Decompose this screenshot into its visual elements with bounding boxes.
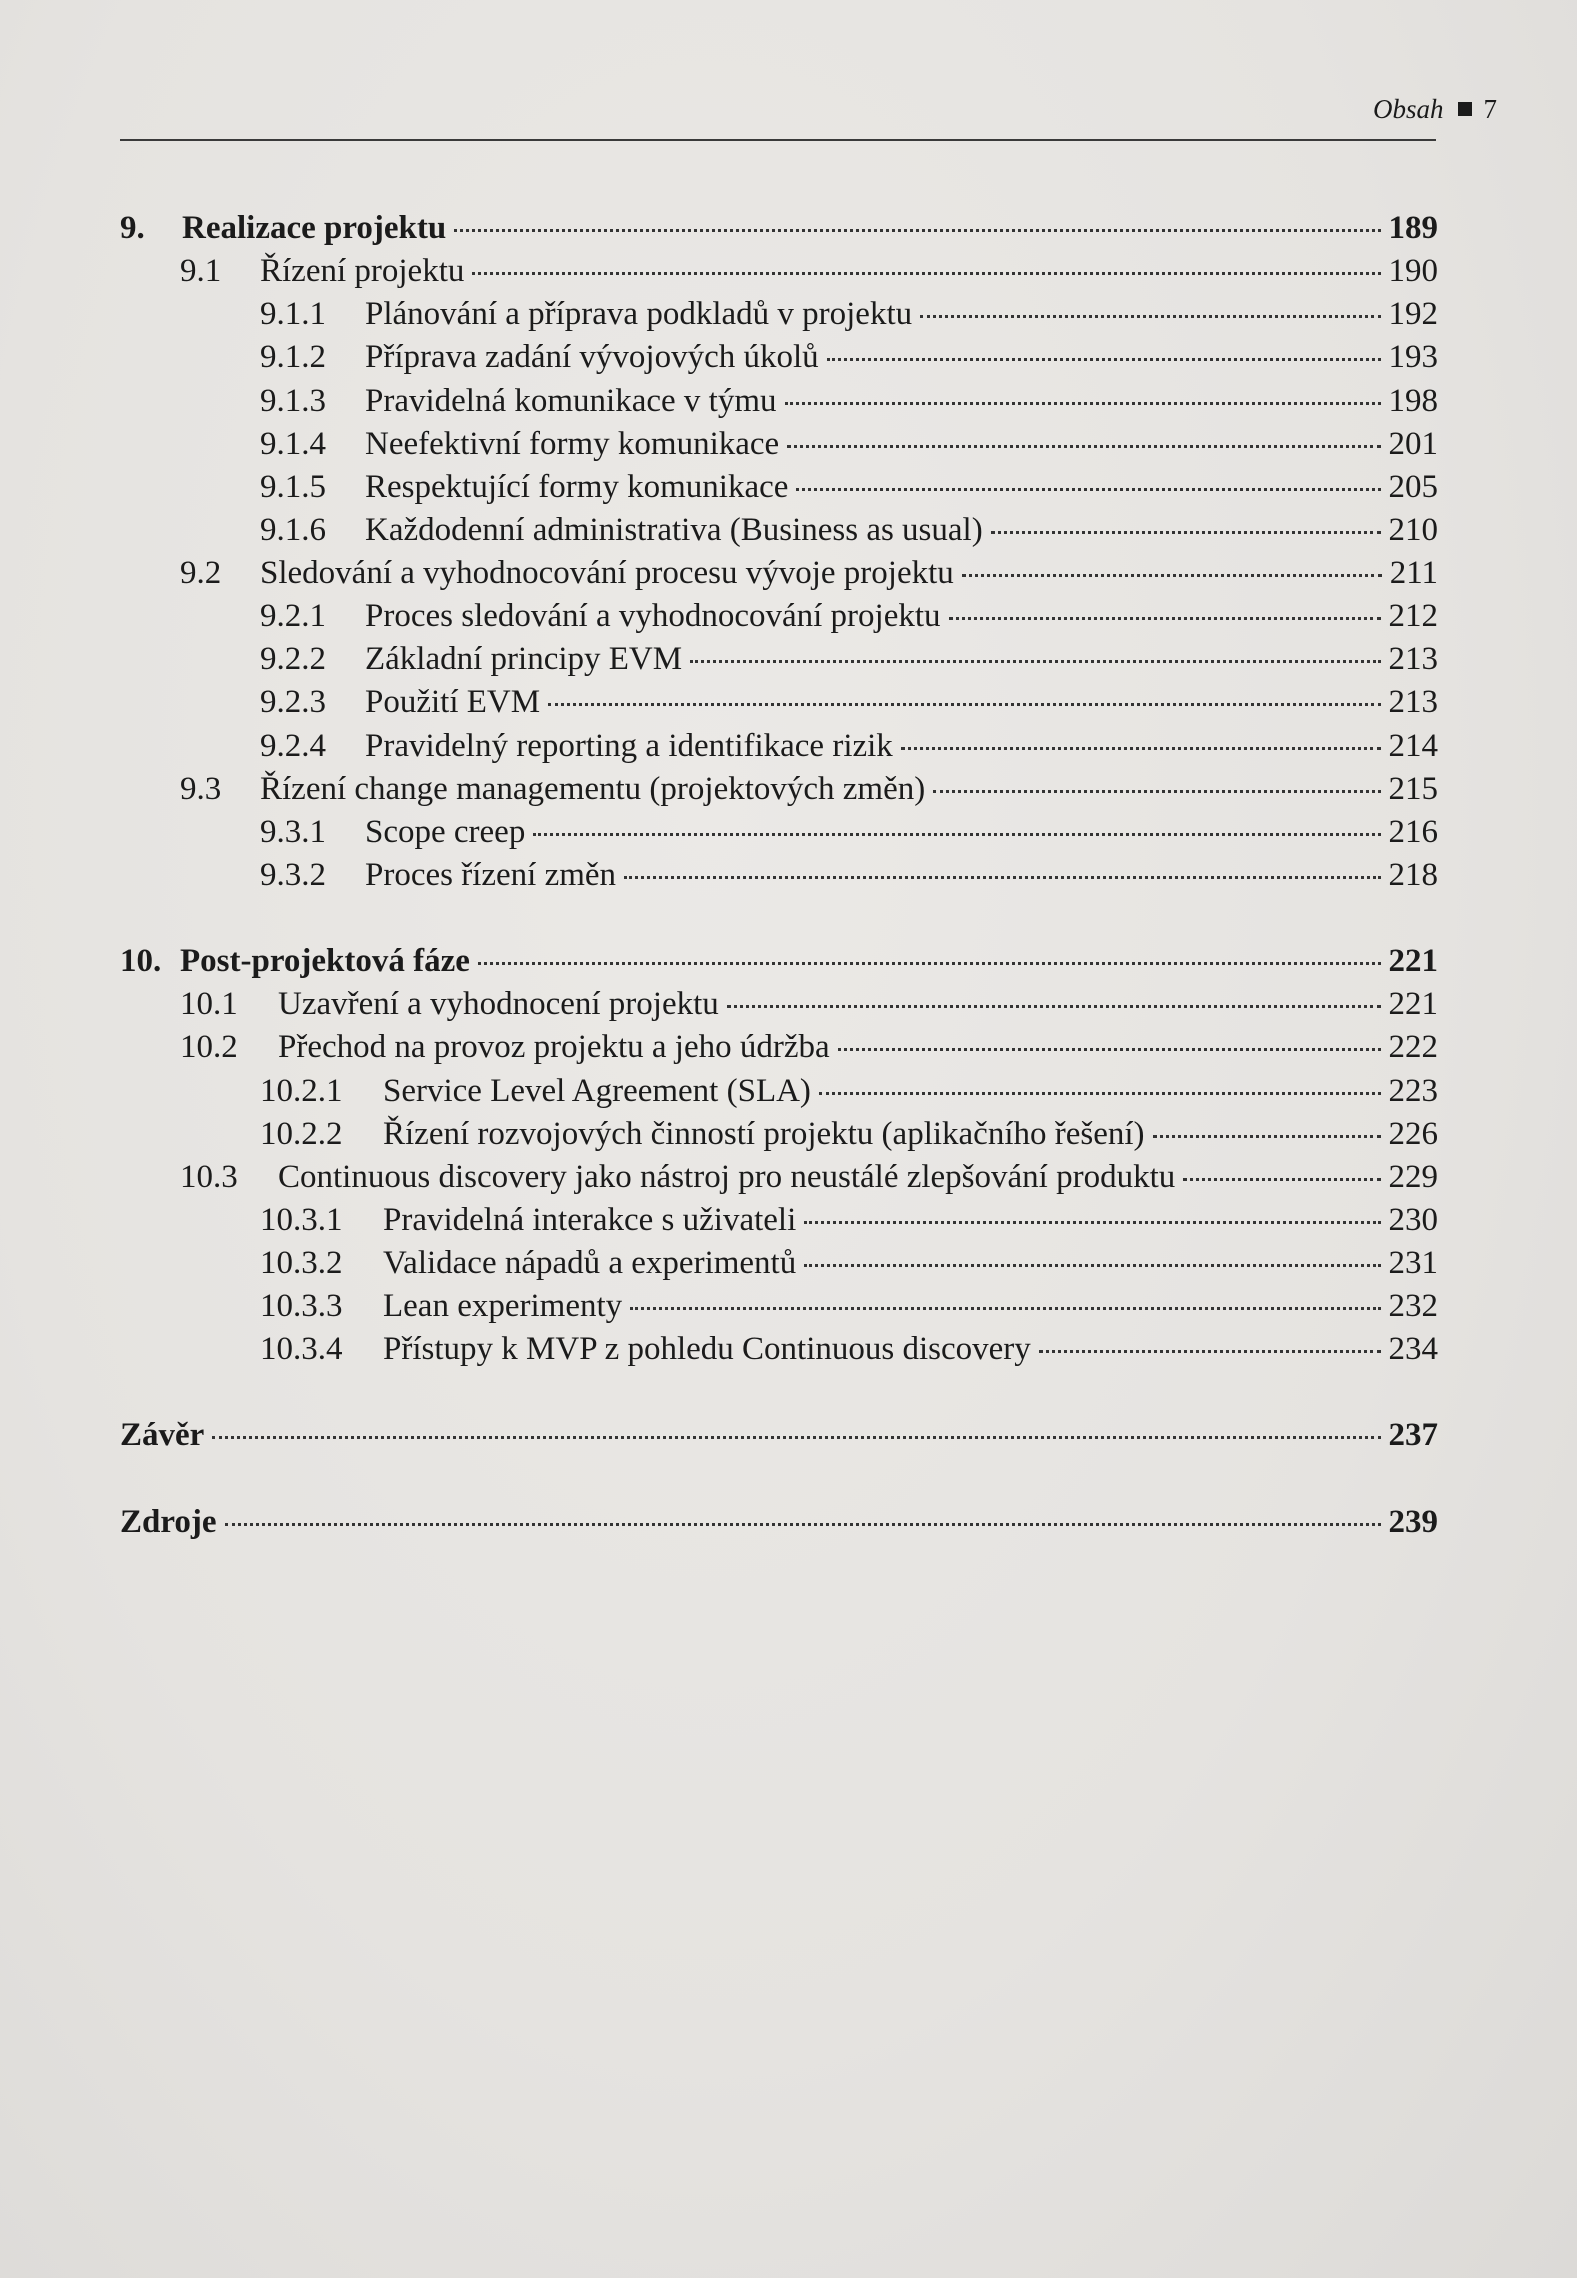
toc-entry-title: Závěr <box>120 1417 205 1453</box>
toc-entry[interactable] <box>120 551 1438 595</box>
dot-leader <box>1183 1178 1380 1181</box>
toc-chapter-entry[interactable] <box>120 1500 1438 1544</box>
toc-entry-number: 9.2.4 <box>260 728 326 764</box>
toc-entry-page: 215 <box>1388 771 1438 807</box>
toc-entry-title: Post-projektová fáze <box>180 943 470 979</box>
toc-entry-page: 214 <box>1388 728 1438 764</box>
toc-entry-number: 9.1.4 <box>260 426 326 462</box>
toc-entry-number: 9.1.5 <box>260 469 326 505</box>
toc-entry-number: 9.1 <box>180 253 222 289</box>
toc-entry-page: 230 <box>1388 1202 1438 1238</box>
running-header-title: Obsah <box>1372 93 1444 124</box>
dot-leader <box>787 445 1380 448</box>
toc-entry-title: Pravidelná komunikace v týmu <box>365 383 777 419</box>
toc-entry-number: 10.3.1 <box>260 1202 343 1238</box>
toc-entry-number: 10.3.4 <box>260 1331 343 1367</box>
toc-entry[interactable] <box>120 594 1438 638</box>
toc-entry-page: 192 <box>1388 296 1438 332</box>
square-bullet-icon <box>1458 102 1472 116</box>
toc-entry-page: 189 <box>1388 210 1438 246</box>
toc-entry-number: 10. <box>120 943 162 979</box>
toc-entry[interactable] <box>120 680 1438 724</box>
toc-entry-page: 222 <box>1388 1029 1438 1065</box>
dot-leader <box>819 1092 1381 1095</box>
toc-entry[interactable] <box>120 637 1438 681</box>
toc-entry[interactable] <box>120 853 1438 897</box>
toc-entry[interactable] <box>120 982 1438 1026</box>
toc-entry-title: Základní principy EVM <box>365 641 683 677</box>
dot-leader <box>933 790 1380 793</box>
dot-leader <box>472 272 1380 275</box>
toc-entry-page: 223 <box>1388 1073 1438 1109</box>
dot-leader <box>804 1264 1380 1267</box>
toc-entry-title: Zdroje <box>120 1504 217 1540</box>
toc-entry-title: Lean experimenty <box>383 1288 623 1324</box>
toc-entry-number: 10.1 <box>180 986 238 1022</box>
toc-entry[interactable] <box>120 1069 1438 1113</box>
dot-leader <box>838 1048 1381 1051</box>
toc-entry-number: 9.2.3 <box>260 684 326 720</box>
dot-leader <box>1153 1135 1381 1138</box>
toc-entry-number: 9.1.3 <box>260 383 326 419</box>
toc-entry[interactable] <box>120 767 1438 811</box>
toc-entry-number: 9. <box>120 210 145 246</box>
toc-entry-number: 9.1.6 <box>260 512 326 548</box>
toc-entry[interactable] <box>120 508 1438 552</box>
toc-entry-page: 221 <box>1388 986 1438 1022</box>
dot-leader <box>727 1005 1381 1008</box>
toc-entry[interactable] <box>120 1155 1438 1199</box>
toc-entry-page: 231 <box>1388 1245 1438 1281</box>
dot-leader <box>478 962 1381 965</box>
toc-entry-page: 221 <box>1388 943 1438 979</box>
dot-leader <box>225 1523 1381 1526</box>
dot-leader <box>548 703 1380 706</box>
dot-leader <box>901 747 1381 750</box>
running-header <box>1373 92 1497 126</box>
dot-leader <box>533 833 1380 836</box>
toc-entry[interactable] <box>120 335 1438 379</box>
toc-entry[interactable] <box>120 292 1438 336</box>
dot-leader <box>827 358 1381 361</box>
dot-leader <box>804 1221 1380 1224</box>
toc-chapter-entry[interactable] <box>120 1413 1438 1457</box>
toc-entry-number: 9.2 <box>180 555 222 591</box>
toc-entry-page: 201 <box>1388 426 1438 462</box>
dot-leader <box>796 488 1380 491</box>
toc-entry-page: 232 <box>1388 1288 1438 1324</box>
toc-entry[interactable] <box>120 1327 1438 1371</box>
toc-entry-number: 10.2 <box>180 1029 238 1065</box>
toc-entry-page: 210 <box>1388 512 1438 548</box>
toc-entry[interactable] <box>120 422 1438 466</box>
toc-entry-page: 211 <box>1389 555 1438 591</box>
toc-entry-page: 234 <box>1388 1331 1438 1367</box>
toc-entry-number: 10.2.1 <box>260 1073 343 1109</box>
toc-entry-title: Sledování a vyhodnocování procesu vývoje projektu <box>260 555 954 591</box>
toc-entry-page: 198 <box>1388 383 1438 419</box>
toc-entry-title: Pravidelný reporting a identifikace rizik <box>365 728 893 764</box>
toc-entry-title: Řízení rozvojových činností projektu (aplikačního řešení) <box>383 1116 1145 1152</box>
toc-entry-page: 212 <box>1388 598 1438 634</box>
toc-entry-title: Realizace projektu <box>182 210 447 246</box>
toc-entry-title: Validace nápadů a experimentů <box>383 1245 797 1281</box>
toc-entry-number: 9.2.1 <box>260 598 326 634</box>
dot-leader <box>624 876 1380 879</box>
toc-entry-page: 213 <box>1388 641 1438 677</box>
toc-entry-page: 218 <box>1388 857 1438 893</box>
toc-entry-title: Proces sledování a vyhodnocování projektu <box>365 598 941 634</box>
toc-entry-page: 205 <box>1388 469 1438 505</box>
toc-entry-number: 10.3 <box>180 1159 238 1195</box>
toc-entry-page: 229 <box>1388 1159 1438 1195</box>
toc-entry-number: 9.3.1 <box>260 814 326 850</box>
dot-leader <box>962 574 1382 577</box>
toc-entry-title: Přístupy k MVP z pohledu Continuous discovery <box>383 1331 1031 1367</box>
toc-entry-page: 193 <box>1388 339 1438 375</box>
toc-entry-number: 9.1.1 <box>260 296 326 332</box>
toc-entry-title: Řízení change managementu (projektových změn) <box>260 771 926 807</box>
toc-entry-page: 237 <box>1388 1417 1438 1453</box>
toc-entry-title: Neefektivní formy komunikace <box>365 426 780 462</box>
toc-entry-title: Pravidelná interakce s uživateli <box>383 1202 797 1238</box>
toc-entry[interactable] <box>120 1025 1438 1069</box>
toc-chapter-entry[interactable] <box>120 939 1438 983</box>
toc-entry[interactable] <box>120 379 1438 423</box>
toc-entry-title: Respektující formy komunikace <box>365 469 789 505</box>
dot-leader <box>785 402 1381 405</box>
dot-leader <box>949 617 1381 620</box>
dot-leader <box>690 660 1380 663</box>
toc-entry-title: Service Level Agreement (SLA) <box>383 1073 811 1109</box>
dot-leader <box>1039 1350 1381 1353</box>
toc-entry-number: 10.3.3 <box>260 1288 343 1324</box>
dot-leader <box>212 1436 1380 1439</box>
toc-entry-title: Scope creep <box>365 814 526 850</box>
toc-entry-title: Příprava zadání vývojových úkolů <box>365 339 819 375</box>
toc-entry[interactable] <box>120 1284 1438 1328</box>
dot-leader <box>991 531 1381 534</box>
dot-leader <box>454 229 1380 232</box>
page-number: 7 <box>1483 93 1497 124</box>
toc-entry[interactable] <box>120 1112 1438 1156</box>
toc-entry-title: Uzavření a vyhodnocení projektu <box>278 986 719 1022</box>
toc-entry-title: Každodenní administrativa (Business as usual) <box>365 512 983 548</box>
toc-entry-number: 9.3 <box>180 771 222 807</box>
toc-chapter-entry[interactable] <box>120 206 1438 250</box>
toc-entry-page: 190 <box>1388 253 1438 289</box>
header-rule <box>120 139 1436 141</box>
toc-entry-page: 213 <box>1388 684 1438 720</box>
toc-entry-number: 9.1.2 <box>260 339 326 375</box>
toc-entry-title: Continuous discovery jako nástroj pro neustálé zlepšování produktu <box>278 1159 1176 1195</box>
dot-leader <box>630 1307 1380 1310</box>
toc-entry[interactable] <box>120 1241 1438 1285</box>
toc-entry-title: Plánování a příprava podkladů v projektu <box>365 296 913 332</box>
toc-entry[interactable] <box>120 1198 1438 1242</box>
toc-entry-title: Použití EVM <box>365 684 541 720</box>
toc-entry-title: Proces řízení změn <box>365 857 617 893</box>
toc-entry-number: 10.3.2 <box>260 1245 343 1281</box>
toc-entry-number: 9.2.2 <box>260 641 326 677</box>
dot-leader <box>920 315 1380 318</box>
toc-entry-number: 9.3.2 <box>260 857 326 893</box>
toc-entry-page: 226 <box>1388 1116 1438 1152</box>
toc-entry[interactable] <box>120 724 1438 768</box>
toc-entry[interactable] <box>120 465 1438 509</box>
toc-entry[interactable] <box>120 810 1438 854</box>
toc-entry-title: Přechod na provoz projektu a jeho údržba <box>278 1029 830 1065</box>
toc-entry-number: 10.2.2 <box>260 1116 343 1152</box>
toc-entry-title: Řízení projektu <box>260 253 465 289</box>
toc-entry-page: 216 <box>1388 814 1438 850</box>
toc-entry[interactable] <box>120 249 1438 293</box>
toc-entry-page: 239 <box>1388 1504 1438 1540</box>
